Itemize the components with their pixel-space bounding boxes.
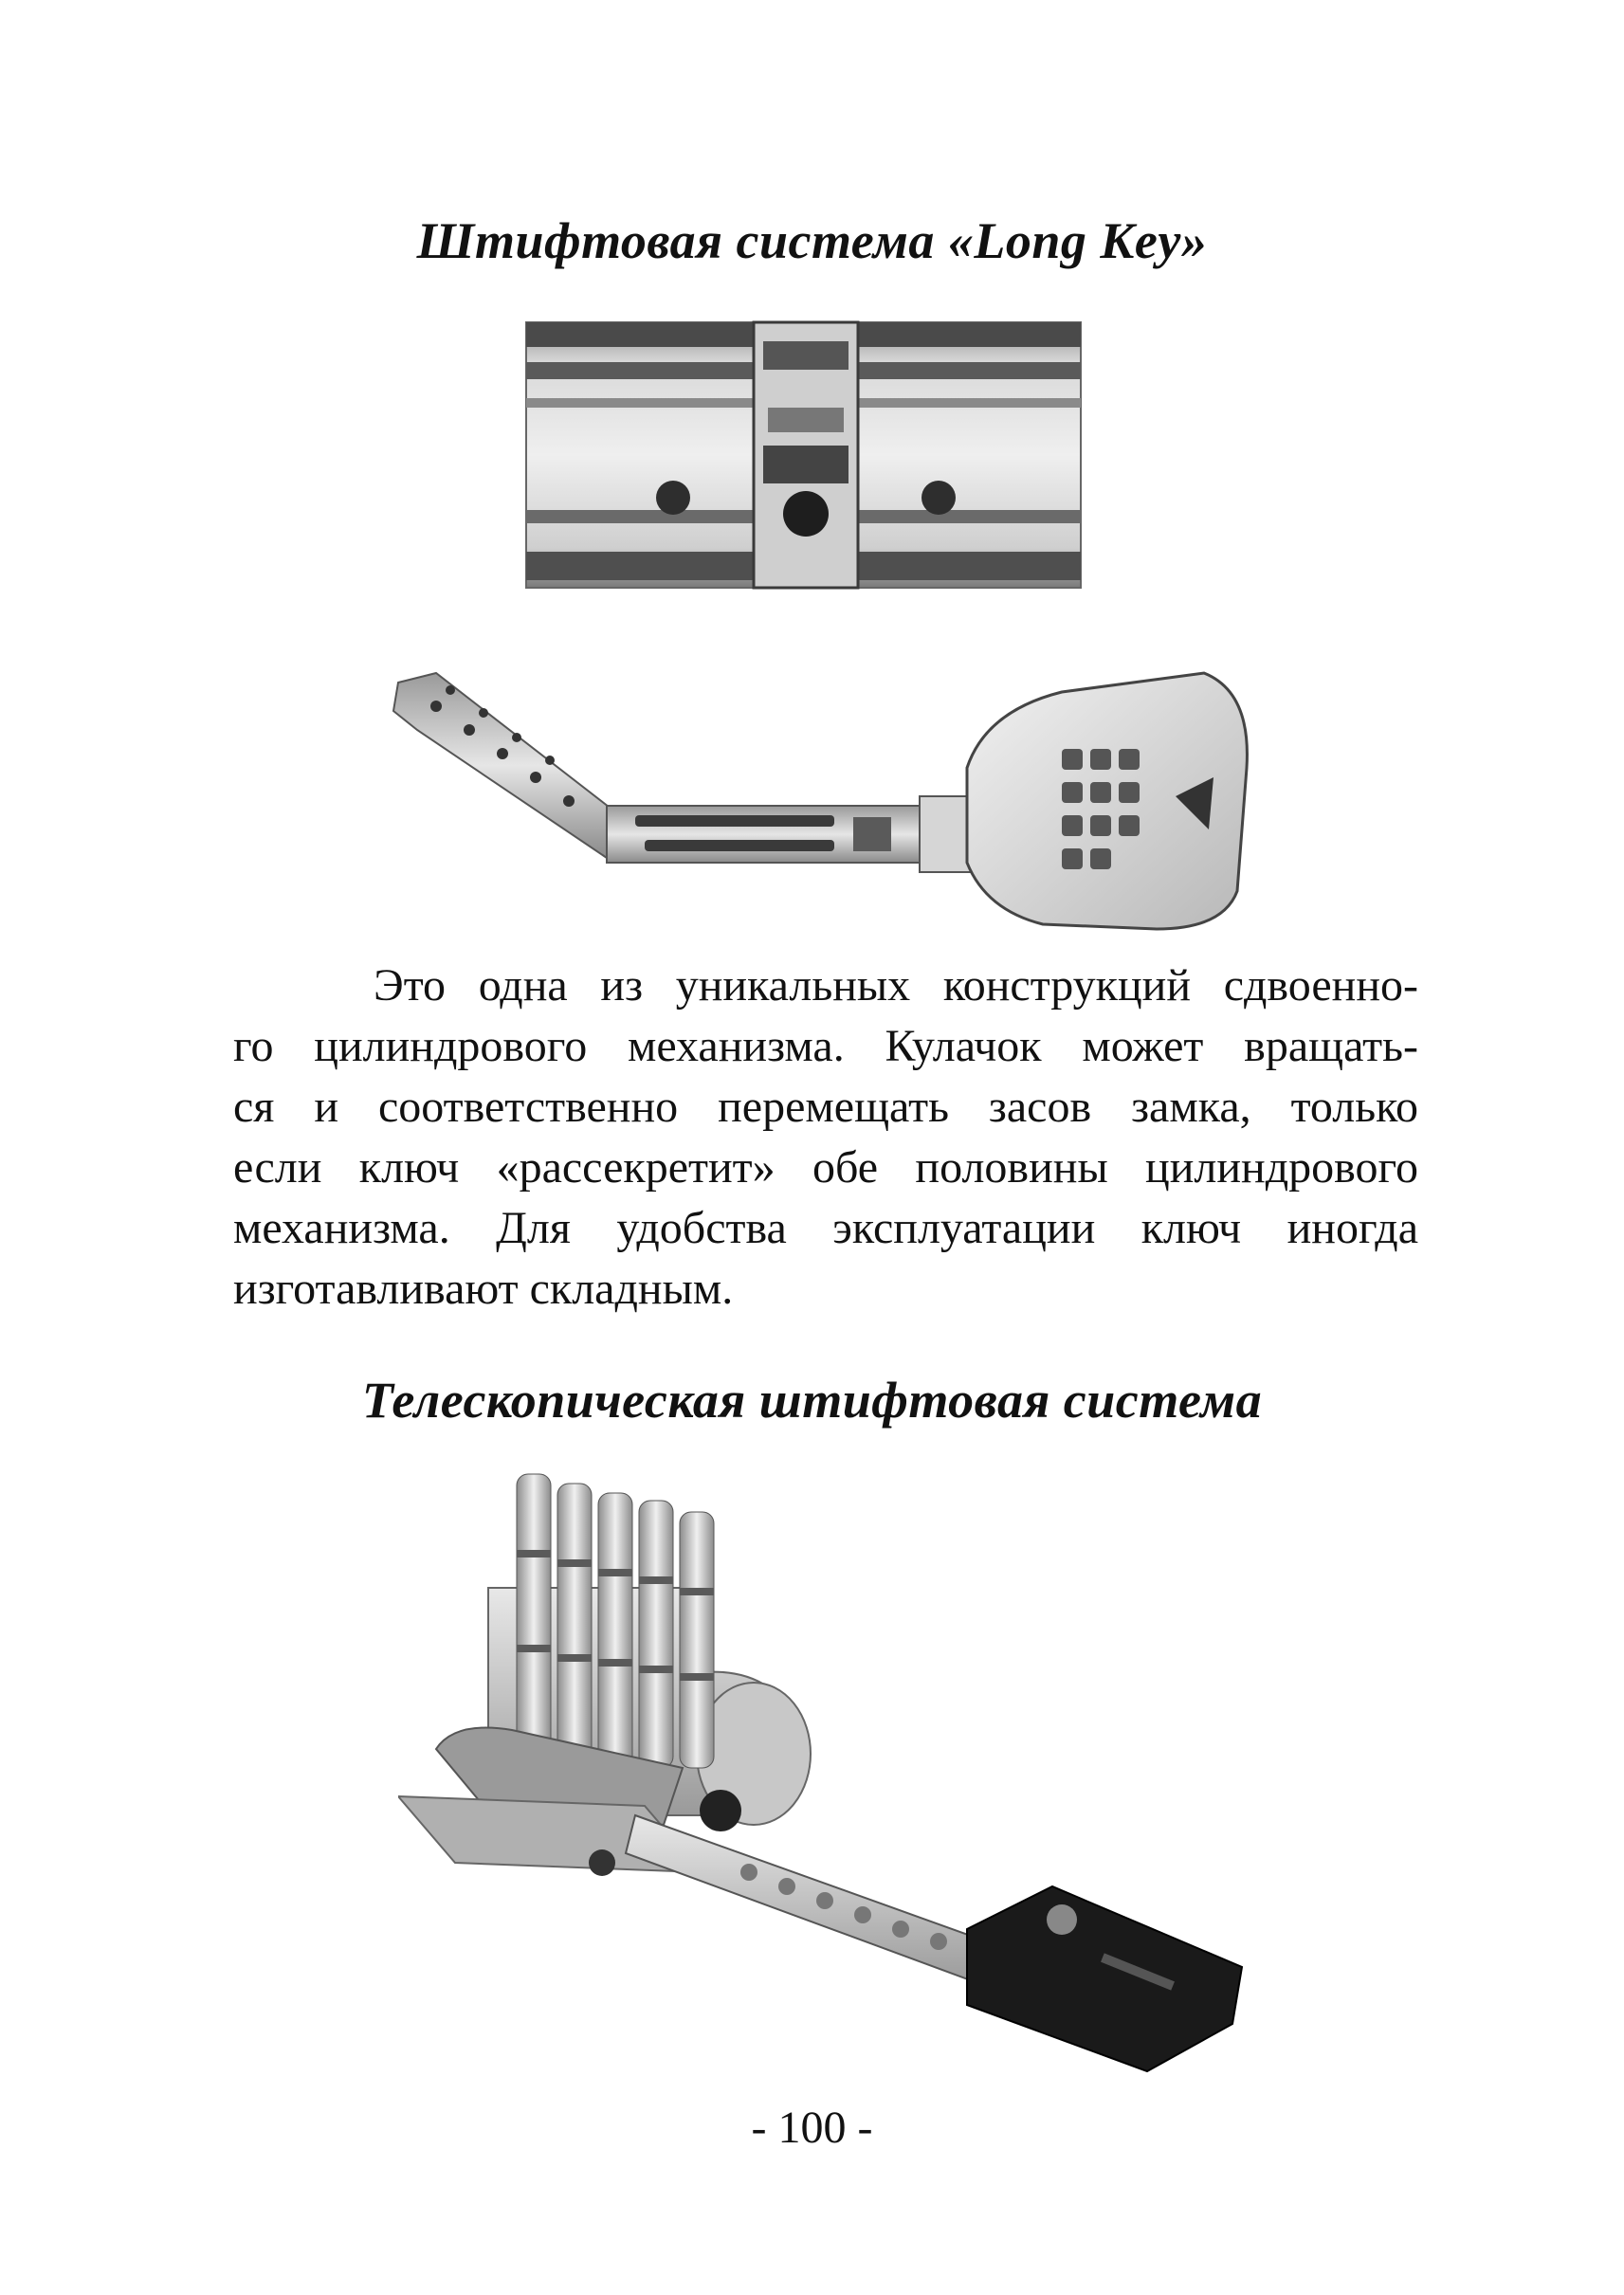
- section-title-long-key: Штифтовая система «Long Key»: [416, 212, 1208, 269]
- cam-slot-top: [763, 341, 848, 370]
- paragraph-line: изготавливают складным.: [233, 1264, 734, 1314]
- paragraph-line: Это одна из уникальных конструкций сдвоенно-: [374, 960, 1418, 1011]
- cam-slot-low: [763, 446, 848, 483]
- key-head: [967, 1886, 1242, 2071]
- base-hole: [589, 1849, 615, 1876]
- folding-key-figure: [379, 654, 1261, 938]
- key-front-blade: [393, 673, 626, 858]
- cylinder-screw-center: [783, 491, 829, 537]
- plug-hole: [700, 1790, 741, 1831]
- key-blade: [626, 1815, 1005, 1986]
- key-head-hole: [1047, 1904, 1077, 1935]
- paragraph-line: если ключ «рассекретит» обе половины цилиндрового: [233, 1142, 1418, 1193]
- paragraph-line: го цилиндрового механизма. Кулачок может вращать-: [233, 1021, 1418, 1071]
- cylinder-screw-right: [921, 481, 956, 515]
- section-title-telescopic: Телескопическая штифтовая система: [361, 1372, 1263, 1429]
- telescopic-pins: [517, 1474, 714, 1768]
- body-paragraph: [233, 956, 1418, 1320]
- telescopic-cylinder-figure: [398, 1455, 1280, 2109]
- paragraph-line: ся и соответственно перемещать засов замка, только: [233, 1082, 1418, 1132]
- paragraph-line: механизма. Для удобства эксплуатации ключ иногда: [233, 1203, 1418, 1253]
- cylinder-lock-figure: [521, 303, 1090, 607]
- page-number: - 100 -: [751, 2103, 873, 2153]
- cylinder-screw-left: [656, 481, 690, 515]
- cam-slot-mid: [768, 408, 844, 432]
